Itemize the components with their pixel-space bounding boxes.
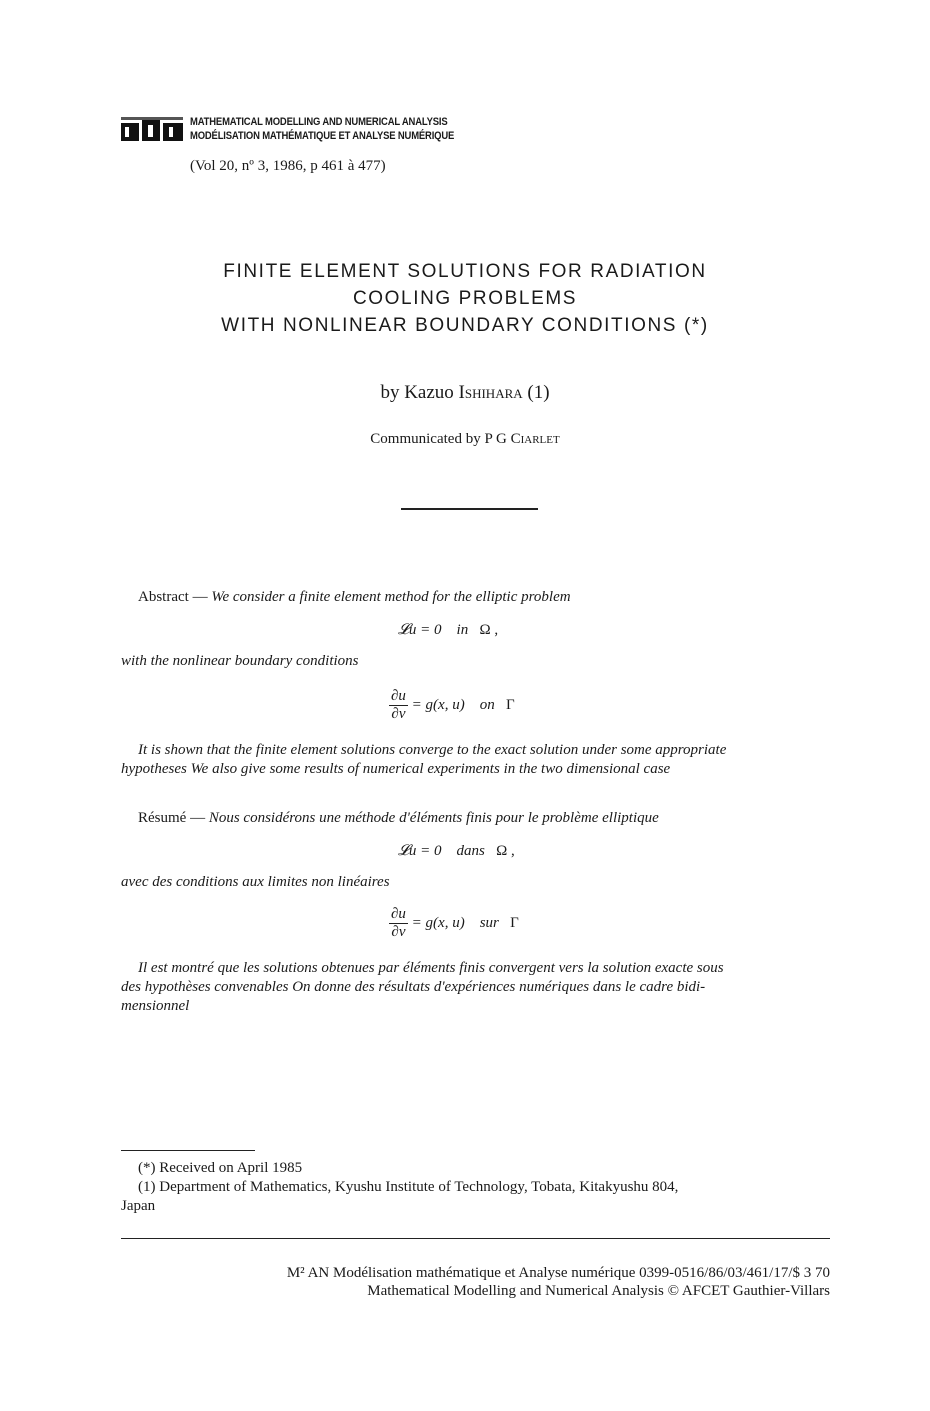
resume-eq2-sur: sur [479, 914, 499, 931]
resume-equation-2 [389, 906, 519, 941]
abstract-eq1-lhs: 𝓛u = 0 [398, 622, 442, 638]
footnote-affiliation-line-1: (1) Department of Mathematics, Kyushu Institute of Technology, Tobata, Kitakyushu 804, [138, 1179, 679, 1195]
communicated-prefix: Communicated by P G [370, 431, 507, 447]
abstract-intro [138, 589, 571, 606]
resume-result-line-2: des hypothèses convenables On donne des résultats d'expériences numériques dans le cadre bidi- [121, 979, 706, 995]
resume-eq2-rhs: = g(x, u) [411, 914, 465, 931]
abstract-eq2-gamma: Γ [505, 696, 515, 713]
footnote-affiliation-line-2: Japan [121, 1198, 156, 1214]
volume-info: (Vol 20, nº 3, 1986, p 461 à 477) [190, 158, 386, 174]
resume-label: Résumé — [138, 810, 206, 826]
abstract-eq2-on: on [479, 696, 495, 713]
footer-line-2: Mathematical Modelling and Numerical Analysis © AFCET Gauthier-Villars [367, 1283, 830, 1299]
resume-bc-text: avec des conditions aux limites non linéaires [121, 874, 390, 890]
abstract-result-line-1: It is shown that the finite element solutions converge to the exact solution under some appropriate [138, 742, 727, 758]
paper-title-line-3: WITH NONLINEAR BOUNDARY CONDITIONS (*) [221, 315, 709, 336]
footnote-received: (*) Received on April 1985 [138, 1160, 303, 1176]
communicated-name: Ciarlet [510, 431, 560, 447]
resume-eq1-dans: dans [456, 843, 485, 859]
author-line [0, 382, 930, 404]
author-surname: Ishihara [458, 382, 523, 403]
title-divider [401, 508, 538, 510]
abstract-eq1-in: in [456, 622, 469, 638]
paper-title-line-2: COOLING PROBLEMS [352, 288, 578, 309]
abstract-intro-text: We consider a finite element method for the elliptic problem [211, 589, 571, 605]
footer-line-1: M² AN Modélisation mathématique et Analyse numérique 0399-0516/86/03/461/17/$ 3 70 [286, 1265, 830, 1281]
resume-eq2-fraction [389, 906, 408, 941]
abstract-eq2-rhs: = g(x, u) [411, 696, 465, 713]
journal-name-fr: MODÉLISATION MATHÉMATIQUE ET ANALYSE NUMÉRIQUE [190, 130, 455, 142]
resume-equation-1 [398, 842, 515, 860]
footer-rule [121, 1238, 830, 1239]
author-ref: (1) [527, 382, 550, 403]
resume-eq2-denominator: ∂ν [391, 924, 406, 940]
abstract-eq2-fraction [389, 688, 408, 723]
journal-logo [121, 117, 183, 141]
footnote-rule [121, 1150, 255, 1151]
abstract-eq1-omega: Ω , [479, 622, 499, 638]
journal-name-en: MATHEMATICAL MODELLING AND NUMERICAL ANALYSIS [190, 116, 448, 128]
abstract-bc-text: with the nonlinear boundary conditions [121, 653, 359, 669]
resume-eq2-gamma: Γ [510, 914, 519, 931]
resume-result-line-3: mensionnel [121, 998, 190, 1014]
resume-eq1-omega: Ω , [496, 843, 515, 859]
abstract-result-line-2: hypotheses We also give some results of numerical experiments in the two dimensional case [121, 761, 671, 777]
author-by: by Kazuo [380, 382, 454, 403]
communicated-by [0, 431, 930, 448]
paper-title-line-1: FINITE ELEMENT SOLUTIONS FOR RADIATION [223, 261, 707, 282]
resume-eq1-lhs: 𝓛u = 0 [398, 843, 442, 859]
abstract-equation-1 [398, 621, 498, 639]
resume-intro-text: Nous considérons une méthode d'éléments finis pour le problème elliptique [208, 810, 659, 826]
abstract-equation-2 [389, 688, 515, 723]
resume-eq2-numerator: ∂u [391, 906, 406, 922]
resume-intro [138, 810, 659, 827]
abstract-eq2-numerator: ∂u [391, 688, 406, 704]
abstract-eq2-denominator: ∂ν [391, 706, 406, 722]
abstract-label: Abstract — [138, 589, 208, 605]
resume-result-line-1: Il est montré que les solutions obtenues par éléments finis convergent vers la solution exacte sous [138, 960, 724, 976]
